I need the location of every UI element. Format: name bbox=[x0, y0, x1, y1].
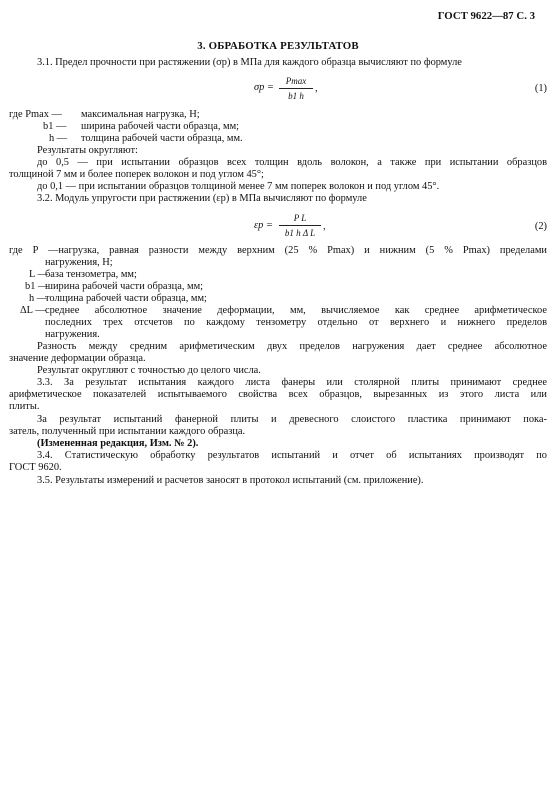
paragraph-3-3b-line1: За результат испытаний фанерной плиты и древесного слоистого пластика принимают пока- bbox=[37, 414, 547, 425]
where1-text-1: ширина рабочей части образца, мм; bbox=[81, 121, 240, 132]
difference-line1: Разность между средним арифметическим двух пределов нагружения дает среднее абсолютное bbox=[37, 341, 547, 352]
rounding-heading: Результаты округляют: bbox=[37, 145, 138, 156]
where2-sym-1: b1 — bbox=[25, 281, 49, 292]
formula-1-denominator: b1 h bbox=[288, 91, 304, 101]
formula-1-comma: , bbox=[315, 83, 318, 94]
section-title: 3. ОБРАБОТКА РЕЗУЛЬТАТОВ bbox=[197, 40, 359, 52]
amendment-note: (Измененная редакция, Изм. № 2). bbox=[37, 438, 199, 449]
where1-sym-1: b1 — bbox=[43, 121, 67, 132]
where2-p-line1: где P —нагрузка, равная разности между верхним (25 % Pmax) и нижним (5 % Pmax) пределами bbox=[9, 245, 547, 256]
paragraph-3-3-line3: плиты. bbox=[9, 401, 40, 412]
page-header: ГОСТ 9622—87 С. 3 bbox=[437, 10, 535, 22]
where2-sym-3: ΔL — bbox=[20, 305, 46, 316]
paragraph-3-3b-line2: затель, полученный при испытании каждого образца. bbox=[9, 426, 246, 437]
where1-sym-0: где Pmax — bbox=[9, 109, 62, 120]
formula-1-lhs: σр = bbox=[254, 82, 274, 93]
where1-sym-2: h — bbox=[49, 133, 68, 144]
formula-2-fraction-bar bbox=[279, 225, 321, 226]
where2-deltal-line3: нагружения. bbox=[45, 329, 100, 340]
where2-deltal-line2: последних трех отсчетов по каждому тензометру отдельно от верхнего и нижнего пределов bbox=[45, 317, 547, 328]
paragraph-3-5: 3.5. Результаты измерений и расчетов заносят в протокол испытаний (см. приложение). bbox=[37, 475, 424, 486]
formula-2-denominator: b1 h Δ L bbox=[284, 228, 316, 238]
where2-text-3: среднее абсолютное значение деформации, мм, вычисляемое как среднее арифметическое bbox=[45, 305, 547, 316]
formula-2-numerator: P L bbox=[293, 213, 307, 223]
formula-2-comma: , bbox=[323, 221, 326, 232]
formula-1-numerator: Pmax bbox=[285, 76, 307, 86]
document-page bbox=[9, 0, 547, 792]
paragraph-3-3-line2: арифметическое показателей испытываемого свойства всех образцов, вырезанных из этого листа или bbox=[9, 389, 547, 400]
paragraph-3-2: 3.2. Модуль упругости при растяжении (εр) в МПа вычисляют по формуле bbox=[37, 193, 367, 204]
formula-1-number: (1) bbox=[534, 83, 547, 94]
formula-2-number: (2) bbox=[534, 221, 547, 232]
formula-1-fraction-bar bbox=[279, 88, 313, 89]
formula-2-lhs: εр = bbox=[254, 220, 273, 231]
where2-text-1: ширина рабочей части образца, мм; bbox=[45, 281, 204, 292]
where2-sym-0: L — bbox=[29, 269, 48, 280]
rounding-integer: Результат округляют с точностью до целого числа. bbox=[37, 365, 261, 376]
paragraph-3-3-line1: 3.3. За результат испытания каждого листа фанеры или столярной плиты принимают среднее bbox=[37, 377, 547, 388]
difference-line2: значение деформации образца. bbox=[9, 353, 146, 364]
where2-sym-2: h — bbox=[29, 293, 48, 304]
where2-text-2: толщина рабочей части образца, мм; bbox=[45, 293, 207, 304]
paragraph-3-1: 3.1. Предел прочности при растяжении (σр) в МПа для каждого образца вычисляют по формуле bbox=[37, 57, 462, 68]
where1-text-0: максимальная нагрузка, Н; bbox=[81, 109, 200, 120]
paragraph-3-4-line2: ГОСТ 9620. bbox=[9, 462, 62, 473]
paragraph-3-4-line1: 3.4. Статистическую обработку результатов испытаний и отчет об испытаниях производят по bbox=[37, 450, 547, 461]
where2-p-line2: нагружения, Н; bbox=[45, 257, 113, 268]
rounding-rule-b: до 0,1 — при испытании образцов толщиной менее 7 мм поперек волокон и под углом 45°. bbox=[37, 181, 440, 192]
where1-text-2: толщина рабочей части образца, мм. bbox=[81, 133, 243, 144]
rounding-rule-a-line2: толщиной 7 мм и более поперек волокон и под углом 45°; bbox=[9, 169, 264, 180]
rounding-rule-a-line1: до 0,5 — при испытании образцов всех толщин вдоль волокон, а также при испытании образцов bbox=[37, 157, 547, 168]
where2-text-0: база тензометра, мм; bbox=[45, 269, 137, 280]
